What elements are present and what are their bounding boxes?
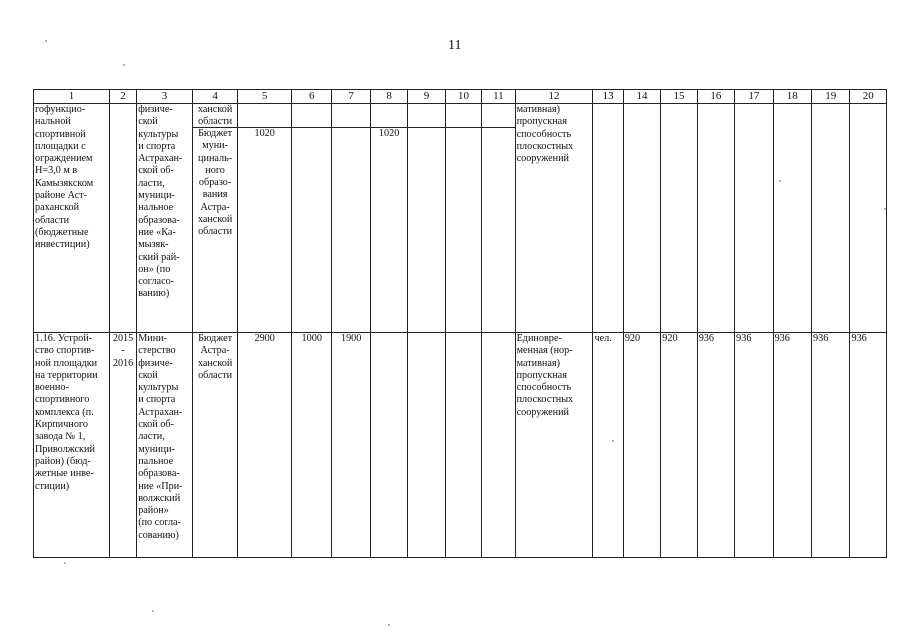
indicator-value-cell	[812, 104, 850, 333]
measure-name-cell: гофункцио- нальной спортивной площадки с ограждением Н=3,0 м в Камызякском районе Аст- раханской области (бюджетные инвестиции)	[34, 104, 110, 333]
col-header: 16	[697, 90, 734, 104]
period-cell	[109, 104, 136, 333]
col-header: 13	[593, 90, 623, 104]
scan-speck	[612, 440, 614, 442]
year-cell: 1000	[291, 333, 331, 558]
indicator-value-cell: 936	[812, 333, 850, 558]
year-cell	[408, 104, 445, 333]
col-header: 8	[370, 90, 407, 104]
indicator-cell: мативная) пропускная способность плоскостных сооружений	[515, 104, 593, 333]
col-header: 4	[192, 90, 238, 104]
year-cell: 1900	[332, 333, 370, 558]
funding-source-bottom: Бюджет муни- циналь- ного образо- вания Астра- ханской области	[197, 128, 233, 238]
year-cell	[445, 333, 481, 558]
year-value: 1020	[378, 128, 400, 139]
year-cell	[445, 104, 481, 333]
indicator-value-cell: 920	[623, 333, 660, 558]
col-header: 5	[238, 90, 292, 104]
year-cell	[408, 333, 445, 558]
table-row	[34, 104, 887, 333]
col-header: 20	[850, 90, 887, 104]
indicator-value-cell: 936	[773, 333, 811, 558]
year-cell	[370, 104, 407, 333]
total-value: 1020	[254, 128, 275, 139]
scan-speck	[388, 624, 390, 626]
col-header: 1	[34, 90, 110, 104]
indicator-value-cell: 936	[850, 333, 887, 558]
funding-source-cell: Бюджет Астра- ханской области	[192, 333, 238, 558]
scan-speck	[152, 610, 154, 612]
indicator-value-cell	[773, 104, 811, 333]
col-header: 19	[812, 90, 850, 104]
col-header: 18	[773, 90, 811, 104]
col-header: 15	[661, 90, 697, 104]
col-header: 2	[109, 90, 136, 104]
funding-source-top: ханской области	[193, 104, 238, 128]
total-cell	[238, 104, 292, 333]
scan-speck	[123, 64, 125, 66]
period-cell: 2015 - 2016	[109, 333, 136, 558]
funding-source-cell	[192, 104, 238, 333]
indicator-value-cell	[661, 104, 697, 333]
unit-cell	[593, 104, 623, 333]
col-header: 6	[291, 90, 331, 104]
col-header: 17	[735, 90, 773, 104]
page-number: 11	[448, 38, 462, 53]
year-cell	[370, 333, 407, 558]
scan-speck	[64, 562, 66, 564]
col-header: 12	[515, 90, 593, 104]
executor-cell: Мини- стерство физиче- ской культуры и спорта Астрахан- ской об- ласти, муници- пальное образова- ние «При- волжский район» (по согла- сованию)	[137, 333, 193, 558]
indicator-value-cell: 936	[735, 333, 773, 558]
indicator-value-cell	[623, 104, 660, 333]
indicator-cell: Единовре- менная (нор- мативная) пропускная способность плоскостных сооружений	[515, 333, 593, 558]
indicator-value-cell	[735, 104, 773, 333]
executor-cell: физиче- ской культуры и спорта Астрахан- ской об- ласти, муници- нальное образова- ние «Ка- мызяк- ский рай- он» (по согласо- ванию)	[137, 104, 193, 333]
col-header: 14	[623, 90, 660, 104]
year-cell	[482, 333, 515, 558]
table-row	[34, 333, 887, 558]
unit-cell: чел.	[593, 333, 623, 558]
col-header: 10	[445, 90, 481, 104]
header-row	[34, 90, 887, 104]
indicator-value-cell	[850, 104, 887, 333]
measure-name-cell: 1.16. Устрой- ство спортив- ной площадки на территории военно- спортивного комплекса (п. Кирпичного завода № 1, Приволжский район) (бюд- жетные инве- стиции)	[34, 333, 110, 558]
col-header: 7	[332, 90, 370, 104]
indicator-value-cell: 936	[697, 333, 734, 558]
col-header: 3	[137, 90, 193, 104]
col-header: 9	[408, 90, 445, 104]
year-cell	[332, 104, 370, 333]
scan-speck	[45, 40, 47, 42]
indicator-value-cell	[697, 104, 734, 333]
scan-speck	[779, 180, 781, 182]
program-table	[33, 89, 887, 558]
indicator-value-cell: 920	[661, 333, 697, 558]
col-header: 11	[482, 90, 515, 104]
year-cell	[291, 104, 331, 333]
scan-speck	[884, 208, 886, 210]
total-cell: 2900	[238, 333, 292, 558]
year-cell	[482, 104, 515, 333]
